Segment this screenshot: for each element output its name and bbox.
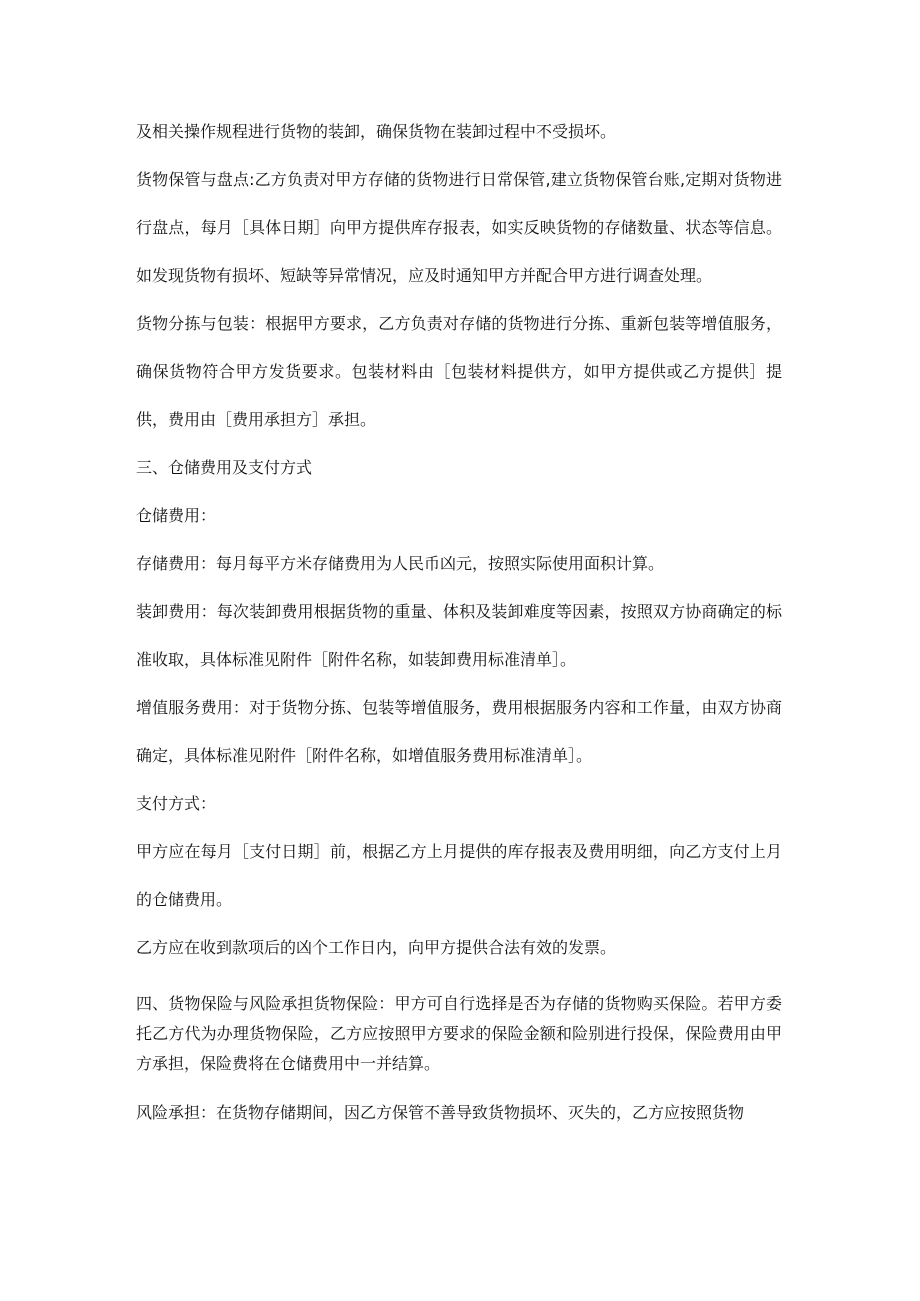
paragraph-storage-inventory: 货物保管与盘点:乙方负责对甲方存储的货物进行日常保管,建立货物保管台账,定期对货物进行盘点，每月［具体日期］向甲方提供库存报表，如实反映货物的存储数量、状态等信息。如发现货物有损坏、短缺等异常情况，应及时通知甲方并配合甲方进行调查处理。 [136,170,782,285]
document-body [136,108,782,1137]
paragraph-value-added-fee: 增值服务费用：对于货物分拣、包装等增值服务，费用根据服务内容和工作量，由双方协商确定，具体标准见附件［附件名称，如增值服务费用标准清单］。 [136,698,782,765]
paragraph-sorting-packaging: 货物分拣与包装：根据甲方要求，乙方负责对存储的货物进行分拣、重新包装等增值服务，确保货物符合甲方发货要求。包装材料由［包装材料提供方，如甲方提供或乙方提供］提供，费用由［费用承担方］承担。 [136,314,782,429]
paragraph-payment-schedule: 甲方应在每月［支付日期］前，根据乙方上月提供的库存报表及费用明细，向乙方支付上月的仓储费用。 [136,842,782,909]
section-heading-fees-payment: 三、仓储费用及支付方式 [136,458,313,477]
paragraph-risk-bearing: 风险承担：在货物存储期间，因乙方保管不善导致货物损坏、灭失的，乙方应按照货物 [136,1103,745,1122]
paragraph-invoice: 乙方应在收到款项后的凶个工作日内，向甲方提供合法有效的发票。 [136,938,617,957]
subheading-payment-method: 支付方式： [136,794,217,813]
paragraph-insurance: 四、货物保险与风险承担货物保险：甲方可自行选择是否为存储的货物购买保险。若甲方委托乙方代为办理货物保险，乙方应按照甲方要求的保险金额和险别进行投保，保险费用由甲方承担，保险费将在仓储费用中一并结算。 [136,994,782,1073]
paragraph-loading-fee: 装卸费用：每次装卸费用根据货物的重量、体积及装卸难度等因素，按照双方协商确定的标准收取，具体标准见附件［附件名称，如装卸费用标准清单］。 [136,602,782,669]
subheading-storage-fees: 仓储费用： [136,506,217,525]
paragraph-loading-handling: 及相关操作规程进行货物的装卸，确保货物在装卸过程中不受损坏。 [136,122,617,141]
paragraph-storage-fee: 存储费用：每月每平方米存储费用为人民币凶元，按照实际使用面积计算。 [136,554,665,573]
